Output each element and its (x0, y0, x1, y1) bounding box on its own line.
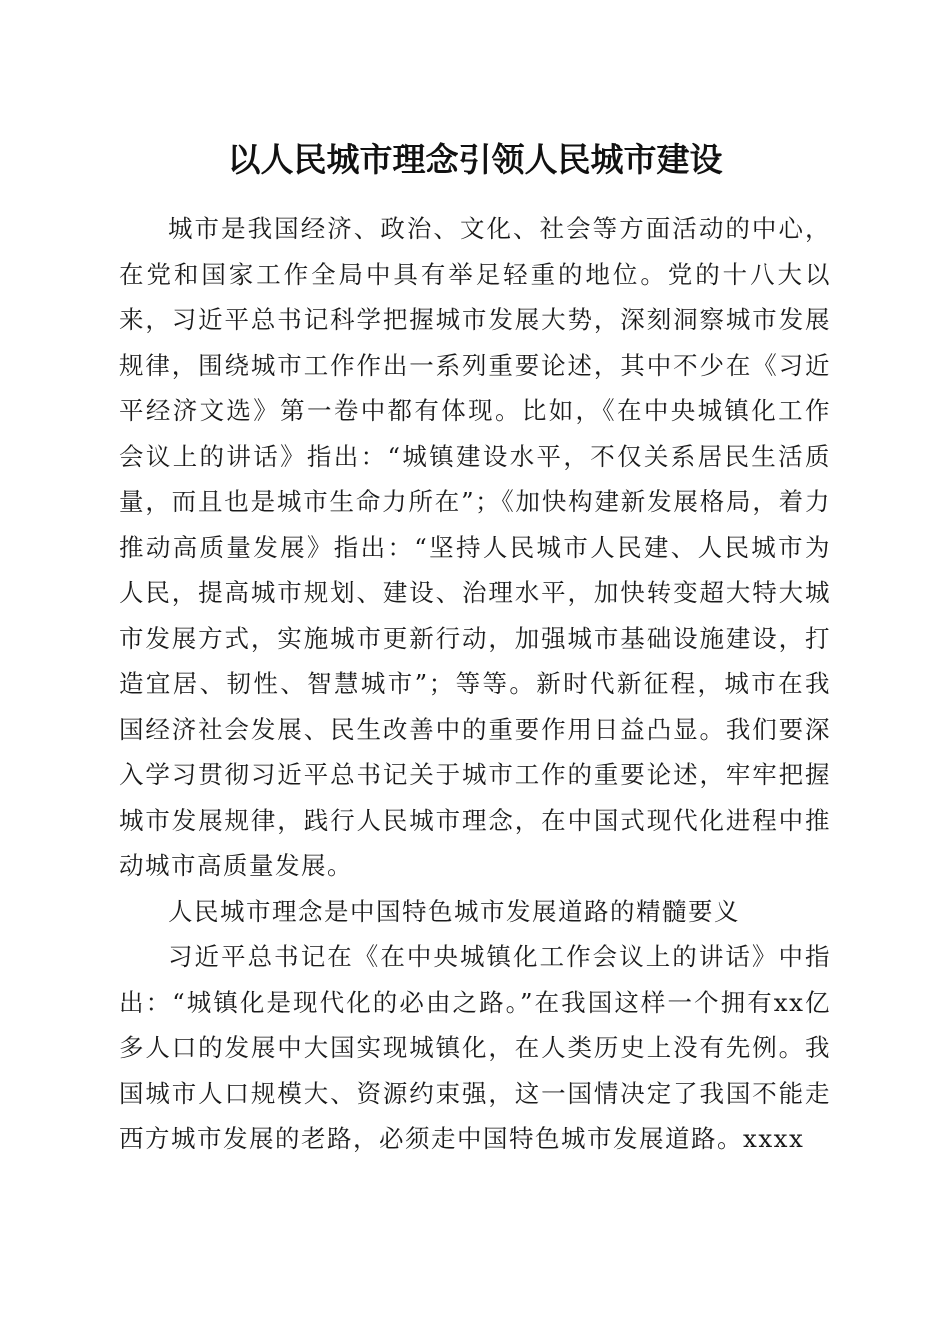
document-body (119, 206, 831, 1162)
section-heading: 人民城市理念是中国特色城市发展道路的精髓要义 (168, 896, 740, 926)
paragraph-section-1: 习近平总书记在《在中央城镇化工作会议上的讲话》中指出：“城镇化是现代化的必由之路。”在我国这样一个拥有xx亿多人口的发展中大国实现城镇化，在人类历史上没有先例。我国城市人口规模大、资源约束强，这一国情决定了我国不能走西方城市发展的老路，必须走中国特色城市发展道路。xxxx (119, 942, 831, 1153)
document-title: 以人民城市理念引领人民城市建设 (227, 140, 723, 179)
paragraph-intro: 城市是我国经济、政治、文化、社会等方面活动的中心，在党和国家工作全局中具有举足轻重的地位。党的十八大以来，习近平总书记科学把握城市发展大势，深刻洞察城市发展规律，围绕城市工作作出一系列重要论述，其中不少在《习近平经济文选》第一卷中都有体现。比如，《在中央城镇化工作会议上的讲话》指出：“城镇建设水平，不仅关系居民生活质量，而且也是城市生命力所在”；《加快构建新发展格局，着力推动高质量发展》指出：“坚持人民城市人民建、人民城市为人民，提高城市规划、建设、治理水平，加快转变超大特大城市发展方式，实施城市更新行动，加强城市基础设施建设，打造宜居、韧性、智慧城市”；等等。新时代新征程，城市在我国经济社会发展、民生改善中的重要作用日益凸显。我们要深入学习贯彻习近平总书记关于城市工作的重要论述，牢牢把握城市发展规律，践行人民城市理念，在中国式现代化进程中推动城市高质量发展。 (119, 214, 831, 880)
